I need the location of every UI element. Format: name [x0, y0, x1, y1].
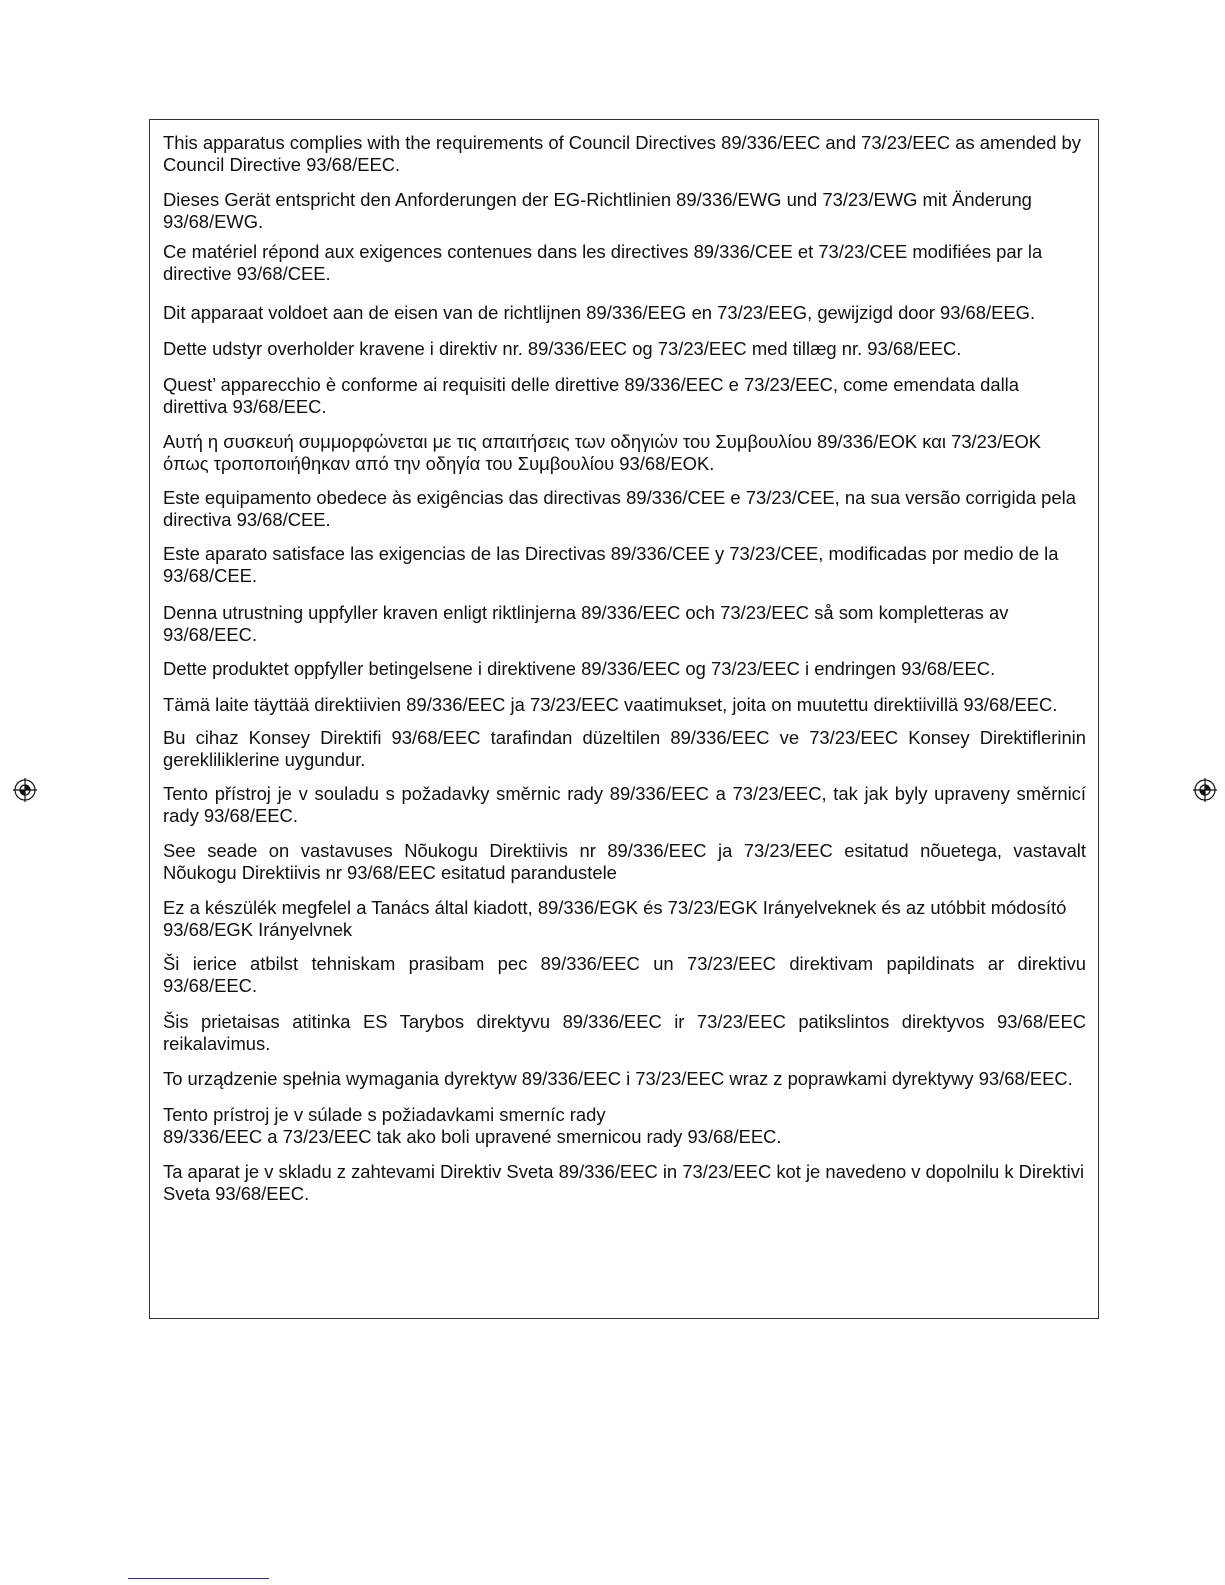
- paragraph-swedish: Denna utrustning uppfyller kraven enligt riktlinjerna 89/336/EEC och 73/23/EEC så som kompletteras av 93/68/EEC.: [163, 602, 1009, 645]
- paragraph-portuguese: Este equipamento obedece às exigências das directivas 89/336/CEE e 73/23/CEE, na sua versão corrigida pela directiva 93/68/CEE.: [163, 487, 1076, 530]
- paragraph-polish: To urządzenie spełnia wymagania dyrektyw 89/336/EEC i 73/23/EEC wraz z poprawkami dyrektywy 93/68/EEC.: [163, 1068, 1073, 1089]
- paragraph-slovenian: Ta aparat je v skladu z zahtevami Direktiv Sveta 89/336/EEC in 73/23/EEC kot je navedeno v dopolnilu k Direktivi Sveta 93/68/EEC.: [163, 1161, 1085, 1204]
- registration-mark-icon: [13, 778, 37, 802]
- paragraph-hungarian: Ez a készülék megfelel a Tanács által kiadott, 89/336/EGK és 73/23/EGK Irányelveknek és az utóbbit módosító 93/68/EGK Irányelvnek: [163, 897, 1067, 940]
- paragraph-english: This apparatus complies with the requirements of Council Directives 89/336/EEC and 73/23/EEC as amended by Council Directive 93/68/EEC.: [163, 132, 1081, 175]
- paragraph-norwegian: Dette produktet oppfyller betingelsene i direktivene 89/336/EEC og 73/23/EEC i endringen 93/68/EEC.: [163, 658, 996, 679]
- paragraph-spanish: Este aparato satisface las exigencias de las Directivas 89/336/CEE y 73/23/CEE, modificadas por medio de la 93/68/CEE.: [163, 543, 1059, 586]
- paragraph-italian: Quest’ apparecchio è conforme ai requisiti delle direttive 89/336/EEC e 73/23/EEC, come emendata dalla direttiva 93/68/EEC.: [163, 374, 1019, 417]
- paragraph-turkish: Bu cihaz Konsey Direktifi 93/68/EEC tarafindan düzeltilen 89/336/EEC ve 73/23/EEC Konsey Direktiflerinin gerekliliklerine uygundur.: [163, 727, 1086, 770]
- paragraph-slovak: Tento prístroj je v súlade s požiadavkami smerníc rady 89/336/EEC a 73/23/EEC tak ako boli upravené smernicou rady 93/68/EEC.: [163, 1104, 782, 1147]
- paragraph-finnish: Tämä laite täyttää direktiivien 89/336/EEC ja 73/23/EEC vaatimukset, joita on muutettu direktiivillä 93/68/EEC.: [163, 694, 1058, 715]
- registration-mark-icon: [1193, 778, 1217, 802]
- paragraph-latvian: Ši ierice atbilst tehniskam prasibam pec 89/336/EEC un 73/23/EEC direktivam papildinats ar direktivu 93/68/EEC.: [163, 953, 1086, 996]
- paragraph-czech: Tento přístroj je v souladu s požadavky směrnic rady 89/336/EEC a 73/23/EEC, tak jak byly upraveny směrnicí rady 93/68/EEC.: [163, 783, 1086, 826]
- paragraph-german: Dieses Gerät entspricht den Anforderungen der EG-Richtlinien 89/336/EWG und 73/23/EWG mit Änderung 93/68/EWG.: [163, 189, 1032, 232]
- compliance-box: [149, 119, 1099, 1319]
- paragraph-estonian: See seade on vastavuses Nõukogu Direktiivis nr 89/336/EEC ja 73/23/EEC esitatud nõuetega, vastavalt Nõukogu Direktiivis nr 93/68/EEC esitatud parandustele: [163, 840, 1086, 883]
- bottom-rule: [128, 1578, 269, 1579]
- paragraph-dutch: Dit apparaat voldoet aan de eisen van de richtlijnen 89/336/EEG en 73/23/EEG, gewijzigd door 93/68/EEG.: [163, 302, 1036, 323]
- paragraph-lithuanian: Šis prietaisas atitinka ES Tarybos direktyvu 89/336/EEC ir 73/23/EEC patikslintos direktyvos 93/68/EEC reikalavimus.: [163, 1011, 1086, 1054]
- paragraph-greek: Αυτή η συσκευή συμμορφώνεται με τις απαιτήσεις των οδηγιών του Συμβουλίου 89/336/ΕΟΚ και 73/23/ΕΟΚ όπως τροποποιήθηκαν από την οδηγία του Συμβουλίου 93/68/ΕΟΚ.: [163, 431, 1042, 474]
- paragraph-danish: Dette udstyr overholder kravene i direktiv nr. 89/336/EEC og 73/23/EEC med tillæg nr. 93/68/EEC.: [163, 338, 962, 359]
- paragraph-french: Ce matériel répond aux exigences contenues dans les directives 89/336/CEE et 73/23/CEE modifiées par la directive 93/68/CEE.: [163, 241, 1043, 284]
